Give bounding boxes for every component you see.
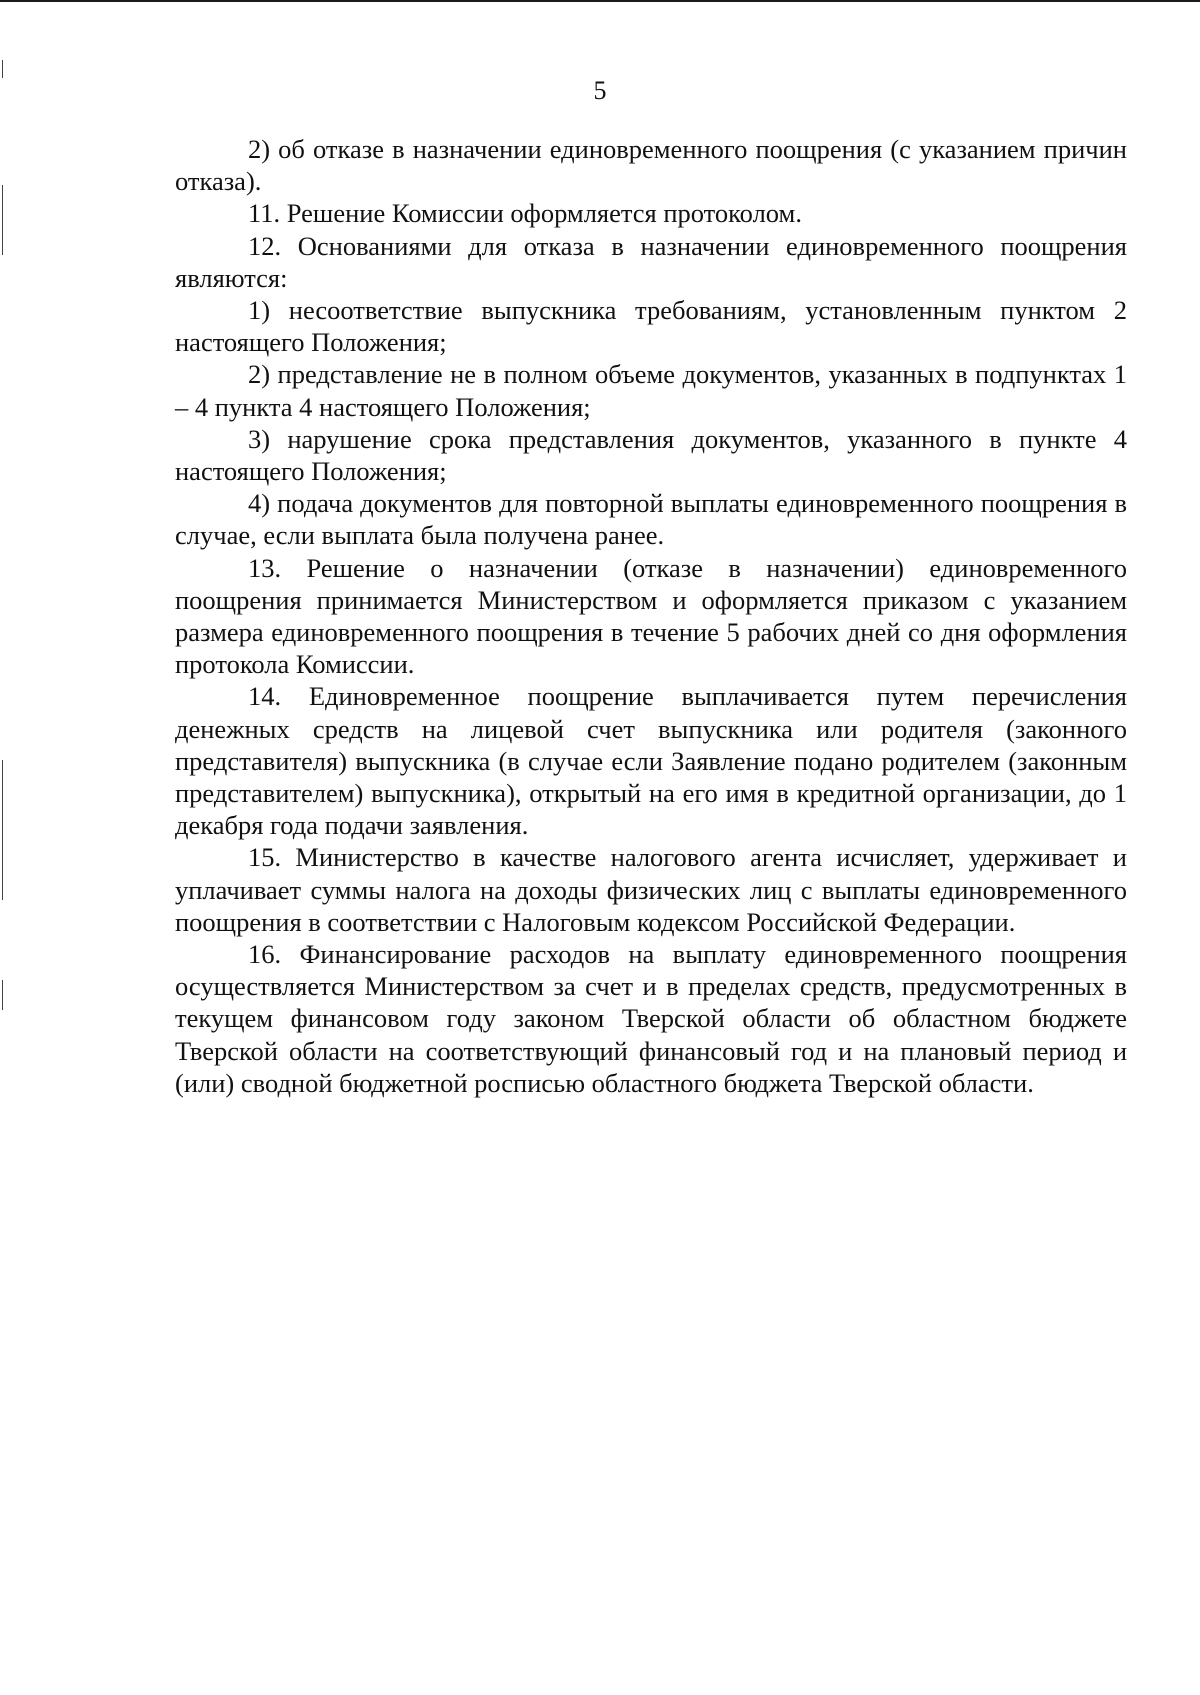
page-number: 5 [593,76,607,105]
paragraph: 16. Финансирование расходов на выплату единовременного поощрения осуществляется Министерством за счет и в пределах средств, предусмотренных в текущем финансовом году законом Тверской области об областном бюджете Тверской области на соответствующий финансовый год и на плановый период и (или) сводной бюджетной росписью областного бюджета Тверской области. [175,939,1127,1098]
paragraph: 15. Министерство в качестве налогового агента исчисляет, удерживает и уплачивает суммы налога на доходы физических лиц с выплаты единовременного поощрения в соответствии с Налоговым кодексом Российской Федерации. [175,842,1127,937]
paragraph: 1) несоответствие выпускника требованиям, установленным пунктом 2 настоящего Положения; [175,295,1127,358]
paragraph: 12. Основаниями для отказа в назначении единовременного поощрения являются: [175,230,1127,293]
scan-edge-mark [2,980,3,1010]
scan-edge-mark [2,760,3,900]
paragraph: 11. Решение Комиссии оформляется протоколом. [248,198,802,229]
paragraph: 3) нарушение срока представления документов, указанного в пункте 4 настоящего Положения; [175,423,1127,487]
paragraph: 14. Единовременное поощрение выплачивается путем перечисления денежных средств на лицевой счет выпускника или родителя (законного представителя) выпускника (в случае если Заявление подано родителем (законным представителем) выпускника), открытый на его имя в кредитной организации, до 1 декабря года подачи заявления. [175,681,1127,841]
paragraph: 13. Решение о назначении (отказе в назначении) единовременного поощрения принимается Министерством и оформляется приказом с указанием размера единовременного поощрения в течение 5 рабочих дней со дня оформления протокола Комиссии. [175,552,1127,680]
paragraph: 4) подача документов для повторной выплаты единовременного поощрения в случае, если выплата была получена ранее. [175,488,1127,551]
paragraph: 2) представление не в полном объеме документов, указанных в подпунктах 1 – 4 пункта 4 настоящего Положения; [175,359,1127,422]
scan-edge-mark [2,185,3,255]
scan-top-edge [0,0,1200,2]
document-body [175,133,1127,1099]
paragraph: 2) об отказе в назначении единовременного поощрения (с указанием причин отказа). [175,134,1127,197]
